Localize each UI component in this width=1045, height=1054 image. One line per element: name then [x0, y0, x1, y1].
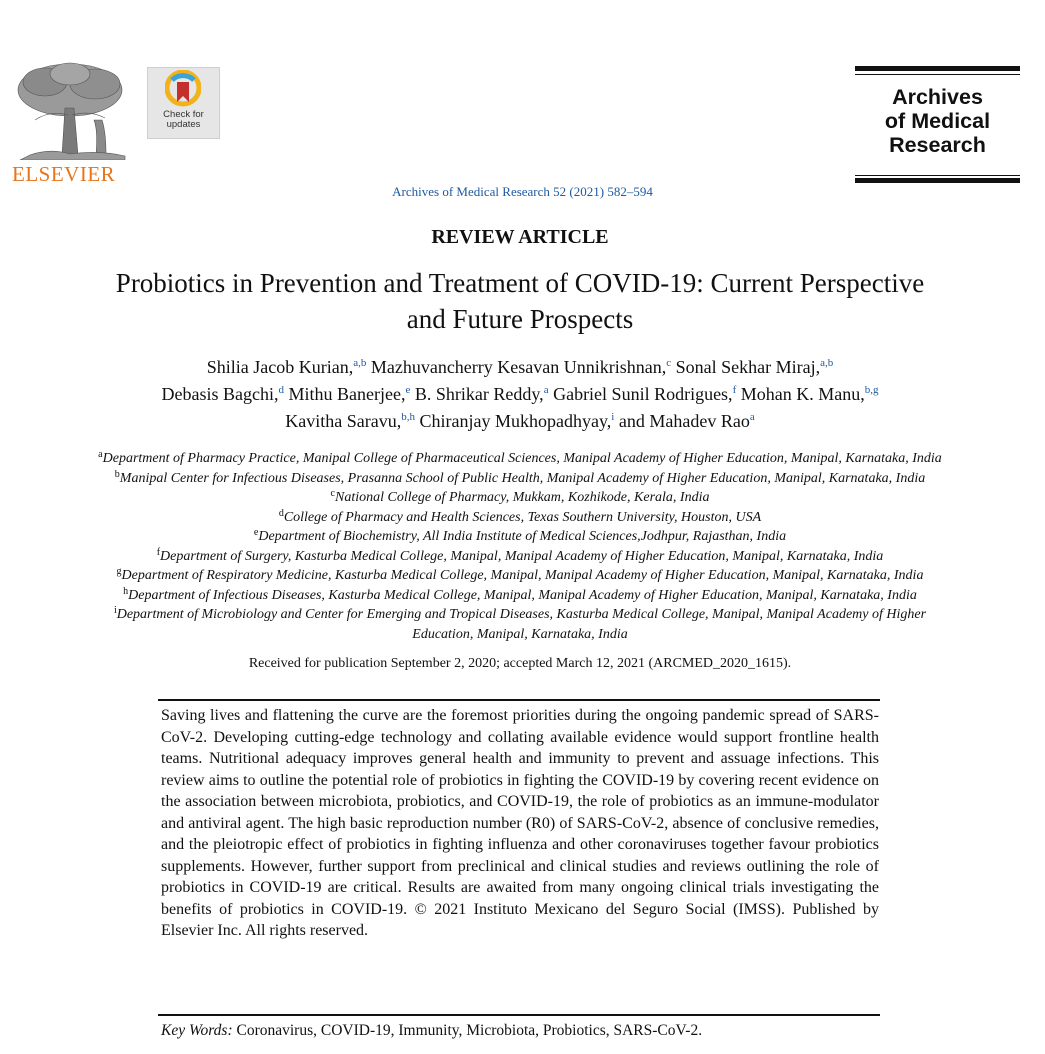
- author-line-3: [0, 408, 1040, 435]
- author-name: Kavitha Saravu,: [285, 411, 402, 431]
- abstract-bottom-rule: [158, 1014, 880, 1016]
- journal-bottom-rule-thin: [855, 175, 1020, 176]
- keywords: [161, 1022, 881, 1040]
- abstract-top-rule: [158, 699, 880, 701]
- received-date: Received for publication September 2, 2020; accepted March 12, 2021 (ARCMED_2020_1615).: [248, 656, 792, 671]
- journal-title-box: [855, 66, 1020, 184]
- publisher-name: ELSEVIER: [12, 162, 116, 186]
- author-name: Chiranjay Mukhopadhyay,: [419, 411, 612, 431]
- affiliation-item: $^c$National College of Pharmacy, Mukkam, Kozhikode, Kerala, India: [330, 488, 710, 505]
- author-affiliation-ref[interactable]: a: [749, 411, 755, 423]
- author-name: and Mahadev Rao: [618, 411, 750, 431]
- author-affiliation-ref[interactable]: i: [611, 411, 615, 423]
- journal-bottom-rule: [855, 178, 1020, 183]
- affiliation-item: $^i$Department of Microbiology and Center for Emerging and Tropical Diseases, Kasturba Medical College, Manipal, Manipal Academy of Higher: [113, 605, 927, 622]
- journal-reference-link[interactable]: Archives of Medical Research 52 (2021) 582–594: [392, 184, 653, 199]
- keywords-label: Key Words:: [161, 1022, 233, 1039]
- affiliation-item: $^a$Department of Pharmacy Practice, Manipal College of Pharmaceutical Sciences, Manipal Academy of Higher Education, Manipal, Karnataka, India: [98, 449, 942, 466]
- elsevier-tree-icon: [10, 60, 135, 160]
- author-affiliation-ref[interactable]: b,h: [401, 411, 415, 423]
- author-name: Sonal Sekhar Miraj,: [675, 357, 821, 377]
- affiliation-list: [0, 449, 1040, 644]
- author-affiliation-ref[interactable]: c: [666, 357, 672, 369]
- author-name: Mohan K. Manu,: [740, 384, 865, 404]
- author-name: Debasis Bagchi,: [161, 384, 279, 404]
- keywords-list: Coronavirus, COVID-19, Immunity, Microbiota, Probiotics, SARS-CoV-2.: [236, 1022, 703, 1039]
- affiliation-item: $^f$Department of Surgery, Kasturba Medical College, Manipal, Manipal Academy of Higher Education, Manipal, Karnataka, India: [156, 546, 884, 564]
- author-name: B. Shrikar Reddy,: [414, 384, 544, 404]
- crossmark-icon: [165, 70, 201, 108]
- author-affiliation-ref[interactable]: a,b: [820, 357, 834, 369]
- author-affiliation-ref[interactable]: d: [278, 384, 284, 396]
- author-affiliation-ref[interactable]: f: [732, 384, 737, 396]
- journal-top-rule-thin: [855, 74, 1020, 75]
- article-title: Probiotics in Prevention and Treatment of COVID-19: Current Perspective and Future Prospects: [115, 268, 925, 334]
- author-name: Gabriel Sunil Rodrigues,: [553, 384, 733, 404]
- journal-top-rule: [855, 66, 1020, 71]
- author-line-1: [0, 354, 1040, 381]
- journal-title: Archives of Medical Research: [884, 85, 991, 157]
- author-name: Mithu Banerjee,: [288, 384, 406, 404]
- affiliation-item: $^g$Department of Respiratory Medicine, Kasturba Medical College, Manipal, Manipal Academy of Higher Education, Manipal, Karnataka, India: [116, 566, 924, 583]
- affiliation-item: $^h$Department of Infectious Diseases, Kasturba Medical College, Manipal, Manipal Academy of Higher Education, Manipal, Karnataka, India: [123, 585, 917, 603]
- author-affiliation-ref[interactable]: a: [543, 384, 549, 396]
- author-affiliation-ref[interactable]: b,g: [864, 384, 879, 396]
- article-type: REVIEW ARTICLE: [431, 226, 609, 248]
- author-affiliation-ref[interactable]: a,b: [353, 357, 367, 369]
- author-affiliation-ref[interactable]: e: [405, 384, 411, 396]
- affiliation-item: $^b$Manipal Center for Infectious Diseases, Prasanna School of Public Health, Manipal Academy of Higher Education, Manipal, Karnataka, India: [114, 468, 926, 486]
- author-name: Shilia Jacob Kurian,: [206, 357, 354, 377]
- check-for-updates-label: Check for updates: [163, 109, 204, 130]
- abstract-text: Saving lives and flattening the curve are the foremost priorities during the ongoing pandemic spread of SARS-CoV-2. Developing cutting-edge technology and collating available evidence would support frontline health teams. Nutritional adequacy improves general health and immunity to prevent and assuage infections. This review aims to outline the potential role of probiotics in fighting the COVID-19 by covering recent evidence on the association between microbiota, probiotics, and COVID-19, the role of probiotics as an immune-modulator and antiviral agent. The high basic reproduction number (R0) of SARS-CoV-2, absence of conclusive remedies, and the pleiotropic effect of probiotics in fighting influenza and other coronaviruses together favour probiotics supplements. However, further support from preclinical and clinical studies and reviews outlining the role of probiotics in COVID-19 are critical. Results are awaited from many ongoing clinical trials investigating the benefits of probiotics in COVID-19. © 2021 Instituto Mexicano del Seguro Social (IMSS). Published by Elsevier Inc. All rights reserved.: [161, 707, 879, 939]
- affiliation-item: $^e$Department of Biochemistry, All India Institute of Medical Sciences,Jodhpur, Rajasthan, India: [253, 527, 787, 544]
- affiliation-item: $^d$College of Pharmacy and Health Sciences, Texas Southern University, Houston, USA: [278, 507, 762, 525]
- author-line-2: [0, 381, 1040, 408]
- author-name: Mazhuvancherry Kesavan Unnikrishnan,: [370, 357, 667, 377]
- affiliation-item-continued: Education, Manipal, Karnataka, India: [412, 626, 628, 642]
- author-list: [0, 354, 1040, 435]
- check-for-updates-badge[interactable]: [147, 67, 220, 139]
